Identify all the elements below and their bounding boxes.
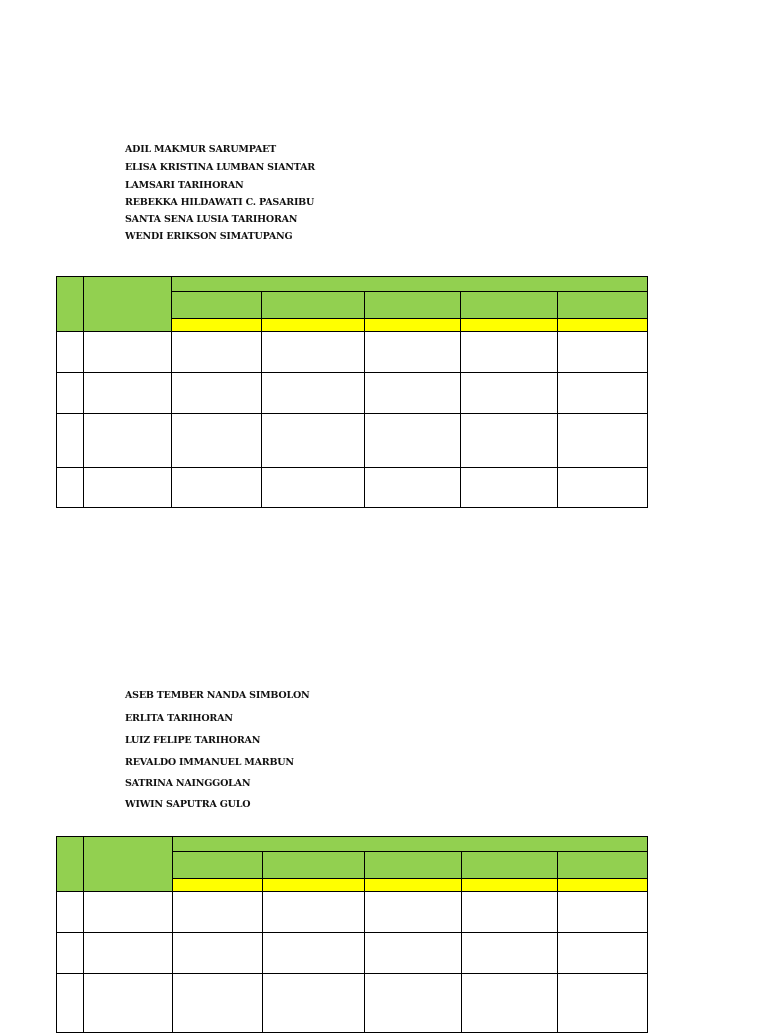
table-cell [364, 932, 462, 974]
table-cell [83, 413, 172, 468]
member-name: REBEKKA HILDAWATI C. PASARIBU [125, 197, 315, 208]
table-cell [262, 891, 365, 933]
table-cell [557, 973, 648, 1033]
header-sub-cell [172, 851, 263, 879]
member-name: LUIZ FELIPE TARIHORAN [125, 735, 261, 746]
header-name-cell [83, 836, 173, 892]
table-cell [171, 467, 262, 508]
table-cell [261, 467, 365, 508]
table-cell [171, 331, 262, 373]
table-cell [171, 372, 262, 414]
table-cell [56, 932, 84, 974]
table-cell [83, 467, 172, 508]
header-sub-cell [461, 851, 558, 879]
member-name: ADIL MAKMUR SARUMPAET [125, 144, 277, 155]
member-name: ERLITA TARIHORAN [125, 713, 233, 724]
table-cell [461, 891, 558, 933]
table-cell [364, 467, 461, 508]
table-cell [364, 372, 461, 414]
table-cell [56, 413, 84, 468]
header-yellow-cell [171, 318, 262, 332]
table-cell [557, 891, 648, 933]
table-cell [364, 891, 462, 933]
table-cell [460, 331, 558, 373]
header-yellow-cell [364, 878, 462, 892]
table-cell [56, 973, 84, 1033]
table-cell [56, 467, 84, 508]
table-cell [261, 372, 365, 414]
header-sub-cell [557, 851, 648, 879]
table-cell [460, 413, 558, 468]
table-cell [83, 331, 172, 373]
table-cell [364, 413, 461, 468]
table-cell [557, 932, 648, 974]
header-sub-cell [261, 291, 365, 319]
table-cell [557, 372, 648, 414]
header-sub-cell [171, 291, 262, 319]
table-cell [83, 932, 173, 974]
header-sub-cell [364, 291, 461, 319]
member-name: SATRINA NAINGGOLAN [125, 778, 251, 789]
table-cell [364, 331, 461, 373]
table-cell [83, 891, 173, 933]
header-yellow-cell [262, 878, 365, 892]
table-cell [460, 467, 558, 508]
table-cell [83, 372, 172, 414]
member-name: WENDI ERIKSON SIMATUPANG [125, 231, 293, 242]
table-cell [172, 932, 263, 974]
table-cell [461, 973, 558, 1033]
header-sub-cell [460, 291, 558, 319]
header-group-cell [172, 836, 648, 852]
header-sub-cell [262, 851, 365, 879]
header-yellow-cell [557, 318, 648, 332]
header-yellow-cell [364, 318, 461, 332]
member-name: ELISA KRISTINA LUMBAN SIANTAR [125, 162, 315, 173]
table-cell [557, 467, 648, 508]
header-no-cell [56, 836, 84, 892]
table-cell [56, 331, 84, 373]
table-cell [461, 932, 558, 974]
table-cell [261, 413, 365, 468]
header-group-cell [171, 276, 648, 292]
header-yellow-cell [461, 878, 558, 892]
table-cell [261, 331, 365, 373]
table-cell [262, 973, 365, 1033]
table-cell [460, 372, 558, 414]
table-cell [83, 973, 173, 1033]
member-name: WIWIN SAPUTRA GULO [125, 799, 251, 810]
table-cell [172, 973, 263, 1033]
header-yellow-cell [460, 318, 558, 332]
table-cell [557, 331, 648, 373]
header-no-cell [56, 276, 84, 332]
header-yellow-cell [172, 878, 263, 892]
header-yellow-cell [557, 878, 648, 892]
header-yellow-cell [261, 318, 365, 332]
table-cell [262, 932, 365, 974]
member-name: ASEB TEMBER NANDA SIMBOLON [125, 690, 310, 701]
table-cell [171, 413, 262, 468]
header-sub-cell [557, 291, 648, 319]
member-name: REVALDO IMMANUEL MARBUN [125, 757, 294, 768]
header-sub-cell [364, 851, 462, 879]
table-cell [172, 891, 263, 933]
table-cell [364, 973, 462, 1033]
header-name-cell [83, 276, 172, 332]
member-name: SANTA SENA LUSIA TARIHORAN [125, 214, 298, 225]
table-cell [56, 372, 84, 414]
table-cell [56, 891, 84, 933]
table-cell [557, 413, 648, 468]
member-name: LAMSARI TARIHORAN [125, 180, 244, 191]
